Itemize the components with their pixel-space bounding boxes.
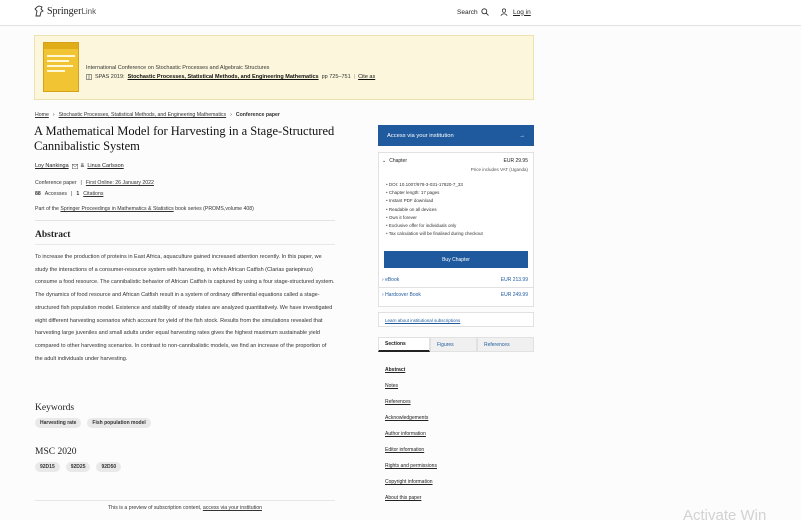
article-metrics: [35, 191, 103, 197]
author-separator: &: [80, 163, 85, 169]
ebook-label: eBook: [385, 277, 400, 283]
author-link[interactable]: Loy Nankinga: [35, 163, 69, 169]
proceedings-pages: pp 725–751: [321, 74, 351, 80]
divider: [35, 244, 335, 245]
separator: |: [353, 74, 356, 80]
series-suffix: book series (PROMS,volume 408): [175, 206, 254, 212]
chapter-option-toggle[interactable]: [382, 158, 407, 164]
access-via-institution-button[interactable]: [378, 125, 534, 146]
tab-references[interactable]: References: [477, 337, 534, 352]
msc-code-list: [35, 462, 121, 472]
springer-link-logo[interactable]: [34, 5, 96, 17]
section-link-abstract[interactable]: Abstract: [385, 367, 406, 373]
abstract-heading: Abstract: [35, 230, 71, 240]
breadcrumb-home[interactable]: Home: [35, 112, 49, 118]
citations-link[interactable]: Citations: [83, 191, 104, 197]
section-link-copyright-information[interactable]: Copyright information: [385, 479, 433, 485]
publication-meta: [35, 180, 154, 186]
springer-horse-icon: [34, 5, 44, 17]
search-icon: [481, 8, 489, 16]
breadcrumb-book[interactable]: Stochastic Processes, Statistical Methods, and Engineering Mathematics: [58, 112, 227, 118]
separator: |: [70, 191, 73, 197]
section-link-editor-information[interactable]: Editor information: [385, 447, 425, 453]
institutional-subscriptions-box: [378, 312, 534, 327]
book-cover-image[interactable]: [43, 42, 79, 92]
buy-chapter-button[interactable]: Buy Chapter: [384, 251, 528, 268]
cite-as-link[interactable]: Cite as: [358, 74, 376, 80]
search-button[interactable]: [457, 8, 489, 16]
ebook-price: EUR 213.99: [500, 277, 528, 283]
proceedings-title-link[interactable]: Stochastic Processes, Statistical Methods, and Engineering Mathematics: [127, 74, 319, 80]
book-series-link[interactable]: Springer Proceedings in Mathematics & Statistics: [60, 206, 174, 212]
institutional-subscriptions-link[interactable]: Learn about institutional subscriptions: [385, 318, 461, 323]
divider: [378, 287, 534, 288]
login-label: Log in: [513, 8, 531, 16]
list-item: • Exclusive offer for individuals only: [386, 222, 526, 230]
msc-heading: MSC 2020: [35, 447, 77, 457]
chapter-price: EUR 29.95: [503, 158, 528, 164]
sections-list: [385, 362, 437, 506]
chevron-right-icon: ›: [52, 112, 55, 118]
list-item: • DOI: 10.1007/978-3-031-17820-7_33: [386, 181, 526, 189]
keyword-chip[interactable]: Harvesting rate: [35, 418, 81, 428]
top-navigation-bar: [0, 0, 801, 26]
content-type: Conference paper: [35, 180, 77, 186]
page-title: A Mathematical Model for Harvesting in a Stage-Structured Cannibalistic System: [34, 124, 335, 153]
user-icon: [500, 8, 508, 16]
chevron-right-icon: ›: [382, 277, 384, 283]
proceedings-abbreviation: SPAS 2019:: [95, 74, 125, 80]
section-link-acknowledgements[interactable]: Acknowledgements: [385, 415, 429, 421]
citations-count: 1: [76, 191, 80, 197]
keyword-chip[interactable]: Fish population model: [87, 418, 150, 428]
chapter-features-list: [386, 181, 526, 238]
series-prefix: Part of the: [35, 206, 59, 212]
subscription-preview-note: [35, 500, 335, 520]
login-button[interactable]: [500, 8, 531, 16]
windows-activation-watermark: Activate Win: [683, 507, 767, 520]
chevron-right-icon: ›: [382, 292, 384, 298]
list-item: • Tax calculation will be finalised during checkout: [386, 230, 526, 238]
msc-code-chip[interactable]: 92D50: [96, 462, 121, 472]
proceedings-line: [86, 74, 375, 80]
chevron-down-icon: ⌄: [382, 158, 387, 164]
section-link-about-paper[interactable]: About this paper: [385, 495, 422, 501]
breadcrumb: [35, 112, 280, 118]
list-item: • Readable on all devices: [386, 206, 526, 214]
vat-note: Price includes VAT (Uganda): [470, 167, 528, 172]
logo-text: SpringerLink: [47, 5, 97, 17]
accesses-count: 88: [35, 191, 41, 197]
hardcover-price: EUR 249.99: [500, 292, 528, 298]
arrow-right-icon: →: [519, 132, 525, 139]
section-link-notes[interactable]: Notes: [385, 383, 399, 389]
list-item: • Chapter length: 17 pages: [386, 189, 526, 197]
chapter-label: Chapter: [389, 158, 407, 164]
separator: |: [80, 180, 82, 186]
email-icon[interactable]: [72, 164, 78, 169]
list-item: • Instant PDF download: [386, 197, 526, 205]
search-label: Search: [457, 8, 478, 16]
accesses-label: Accesses: [44, 191, 67, 197]
first-online-link[interactable]: First Online: 26 January 2022: [85, 180, 154, 186]
sidebar-tabs: [378, 337, 534, 352]
hardcover-option[interactable]: [382, 292, 528, 298]
keyword-list: [35, 418, 151, 428]
msc-code-chip[interactable]: 92D25: [66, 462, 91, 472]
chevron-right-icon: ›: [230, 112, 232, 118]
msc-code-chip[interactable]: 92D15: [35, 462, 60, 472]
author-list: [35, 163, 124, 169]
abstract-text: To increase the production of proteins in East Africa, aquaculture gained increased attention recently. In this paper, we study the interactions of a consumer-resource system with harvesting, in which African Catfish (Clarias gariepinus) consume a food resource. The cannibalistic behavior of African Catfish is captured by using a four stage-structured system. The dynamics of food resource and African Catfish result in a system of ordinary differential equations called a stage-structured fish population model. Existence and stability of steady states are analyzed quantitatively. We have investigated eight different harvesting scenarios which account for yield of the fish stock. Results from the simulations revealed that harvesting large juveniles and small adults under equal harvesting rates gives the highest maximum sustainable yield compared to other harvesting scenarios. In contrast to non-cannibalistic models, we find an increase of the proportion of the adult individuals under harvesting.: [35, 254, 335, 362]
ebook-option[interactable]: [382, 277, 528, 283]
section-link-author-information[interactable]: Author information: [385, 431, 426, 437]
divider: [35, 220, 335, 221]
tab-sections[interactable]: Sections: [378, 337, 430, 352]
conference-series-title: International Conference on Stochastic Processes and Algebraic Structures: [86, 65, 270, 71]
list-item: • Own it forever: [386, 214, 526, 222]
hardcover-label: Hardcover Book: [385, 292, 421, 298]
tab-figures[interactable]: Figures: [430, 337, 477, 352]
author-link[interactable]: Linus Carlsson: [87, 163, 124, 169]
book-series-line: [35, 206, 254, 212]
access-button-label: Access via your institution: [387, 132, 454, 139]
breadcrumb-current: Conference paper: [235, 112, 280, 118]
section-link-references[interactable]: References: [385, 399, 411, 405]
section-link-rights-permissions[interactable]: Rights and permissions: [385, 463, 437, 469]
book-icon: [86, 74, 92, 80]
access-institution-link[interactable]: access via your institution: [202, 505, 262, 511]
preview-text: This is a preview of subscription content,: [108, 505, 202, 511]
keywords-heading: Keywords: [35, 403, 75, 413]
